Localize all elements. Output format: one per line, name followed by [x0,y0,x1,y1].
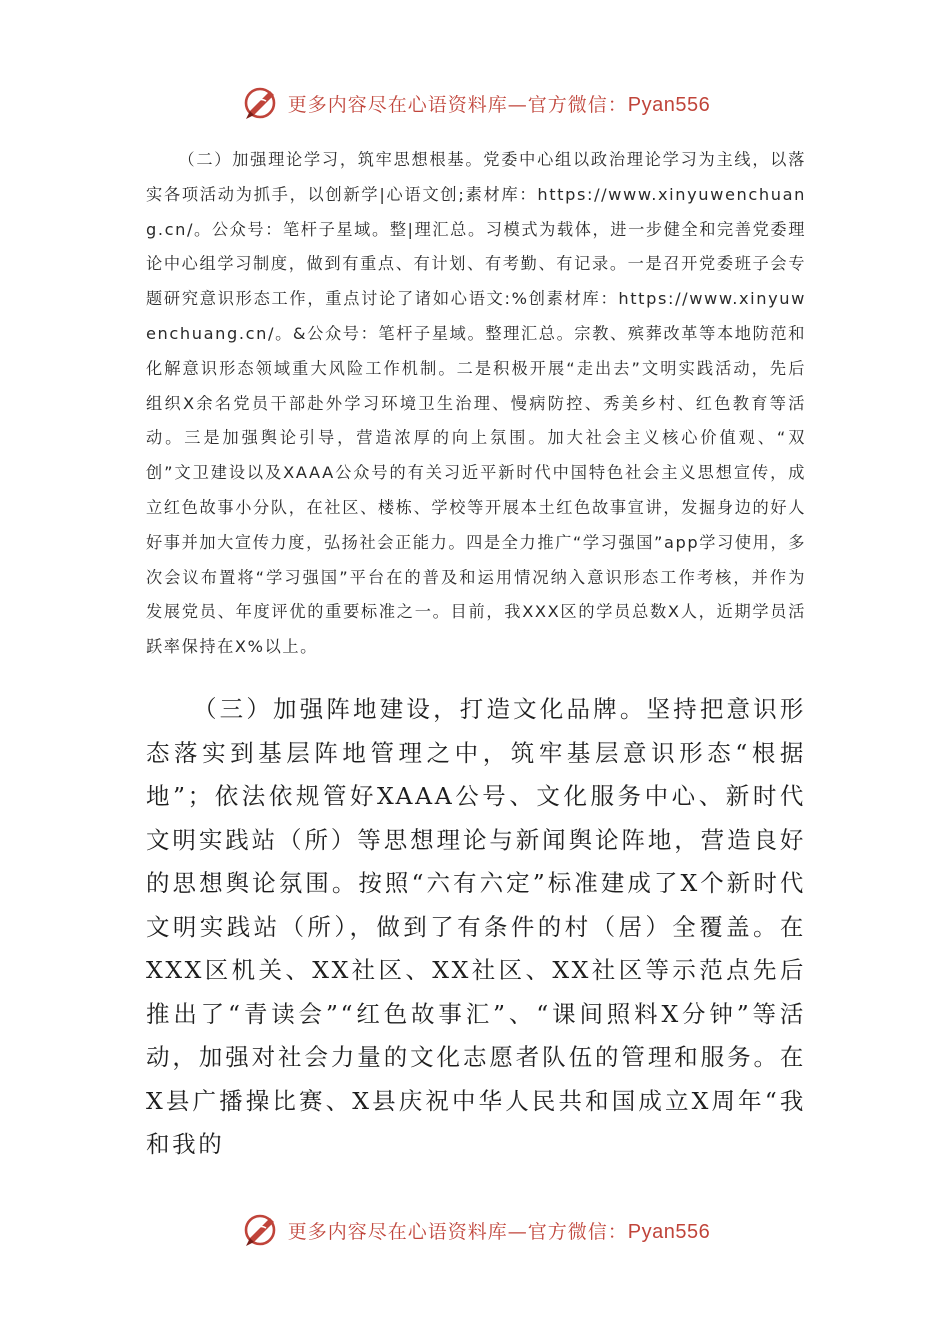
paragraph-section-3: （三）加强阵地建设，打造文化品牌。坚持把意识形态落实到基层阵地管理之中，筑牢基层意识形态“根据地”；依法依规管好XAAA公号、文化服务中心、新时代文明实践站（所）等思想理论与新闻舆论阵地，营造良好的思想舆论氛围。按照“六有六定”标准建成了X个新时代文明实践站（所），做到了有条件的村（居）全覆盖。在XXX区机关、XX社区、XX社区、XX社区等示范点先后推出了“青读会”“红色故事汇”、“课间照料X分钟”等活动，加强对社会力量的文化志愿者队伍的管理和服务。在X县广播操比赛、X县庆祝中华人民共和国成立X周年“我和我的 [146,695,806,1158]
header-banner [0,81,950,125]
footer-banner [0,1208,950,1252]
pen-logo-icon [240,81,284,125]
banner-text: 更多内容尽在心语资料库—官方微信：Pyan556 [287,1220,711,1243]
paragraph-section-2: （二）加强理论学习，筑牢思想根基。党委中心组以政治理论学习为主线，以落实各项活动为抓手，以创新学|心语文创;素材库：https://www.xinyuwenchuang.cn/。公众号：笔杆子星域。整|理汇总。习模式为载体，进一步健全和完善党委理论中心组学习制度，做到有重点、有计划、有考勤、有记录。一是召开党委班子会专题研究意识形态工作，重点讨论了诸如心语文:%创素材库：https://www.xinyuwenchuang.cn/。&公众号：笔杆子星域。整理汇总。宗教、殡葬改革等本地防范和化解意识形态领域重大风险工作机制。二是积极开展“走出去”文明实践活动，先后组织X余名党员干部赴外学习环境卫生治理、慢病防控、秀美乡村、红色教育等活动。三是加强舆论引导，营造浓厚的向上氛围。加大社会主义核心价值观、“双创”文卫建设以及XAAA公众号的有关习近平新时代中国特色社会主义思想宣传，成立红色故事小分队，在社区、楼栋、学校等开展本土红色故事宣讲，发掘身边的好人好事并加大宣传力度，弘扬社会正能力。四是全力推广“学习强国”app学习使用，多次会议布置将“学习强国”平台在的普及和运用情况纳入意识形态工作考核，并作为发展党员、年度评优的重要标准之一。目前，我XXX区的学员总数X人，近期学员活跃率保持在X%以上。 [146,150,807,657]
banner-text: 更多内容尽在心语资料库—官方微信：Pyan556 [287,93,711,116]
pen-logo-icon [240,1208,284,1252]
